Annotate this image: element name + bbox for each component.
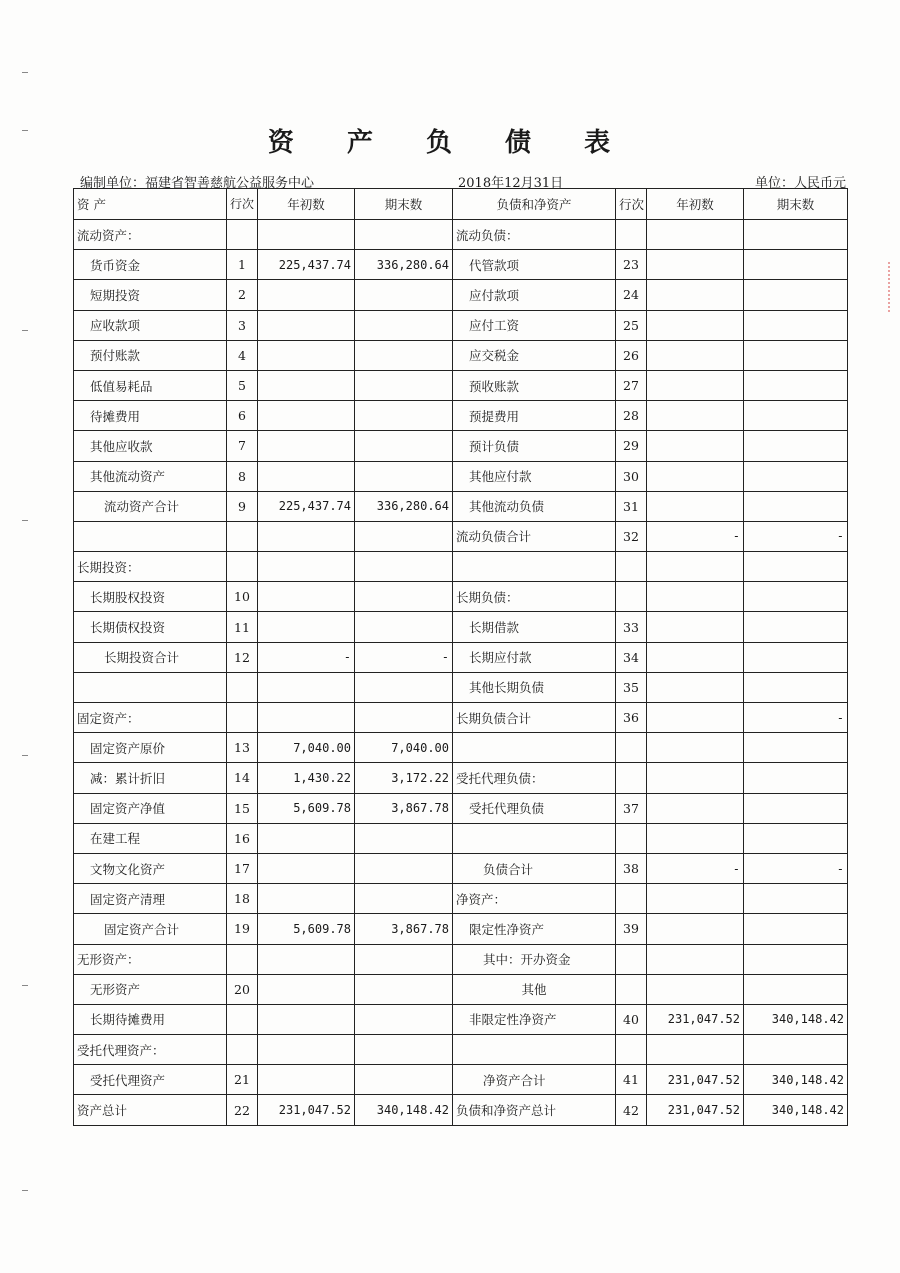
liability-row-no [616,884,647,914]
liability-name: 应付工资 [453,310,616,340]
liability-begin: - [647,521,744,551]
asset-name [74,672,227,702]
table-row [74,401,848,431]
liability-end [744,431,848,461]
asset-name: 其他应收款 [74,431,227,461]
liability-end [744,884,848,914]
liability-row-no: 40 [616,1004,647,1034]
asset-end [355,521,453,551]
asset-row-no [227,944,258,974]
asset-end: 7,040.00 [355,733,453,763]
liability-end [744,1035,848,1065]
asset-end: 340,148.42 [355,1095,453,1125]
asset-begin [258,370,355,400]
asset-begin [258,823,355,853]
liability-row-no: 41 [616,1065,647,1095]
liability-name: 其他长期负债 [453,672,616,702]
liability-end [744,370,848,400]
asset-row-no: 13 [227,733,258,763]
asset-name: 长期投资合计 [74,642,227,672]
asset-begin [258,280,355,310]
asset-end [355,280,453,310]
liability-end: - [744,521,848,551]
liability-end: - [744,853,848,883]
header-begin: 年初数 [258,189,355,220]
asset-name: 长期待摊费用 [74,1004,227,1034]
asset-name: 其他流动资产 [74,461,227,491]
liability-begin [647,974,744,1004]
liability-begin [647,401,744,431]
asset-end: 3,172.22 [355,763,453,793]
asset-begin [258,1004,355,1034]
liability-name: 限定性净资产 [453,914,616,944]
table-row [74,733,848,763]
asset-name: 流动资产合计 [74,491,227,521]
liability-name: 其中：开办资金 [453,944,616,974]
liability-begin: 231,047.52 [647,1065,744,1095]
header-asset: 资 产 [74,189,227,220]
balance-sheet-table [73,188,848,1126]
liability-begin: - [647,853,744,883]
asset-begin [258,1065,355,1095]
table-row [74,612,848,642]
asset-begin: - [258,642,355,672]
report-date: 2018年12月31日 [458,176,564,191]
asset-begin: 7,040.00 [258,733,355,763]
asset-end [355,401,453,431]
liability-begin [647,642,744,672]
table-row [74,703,848,733]
liability-begin [647,823,744,853]
liability-row-no: 31 [616,491,647,521]
liability-row-no: 28 [616,401,647,431]
liability-begin [647,703,744,733]
liability-end [744,914,848,944]
liability-begin [647,914,744,944]
asset-end [355,1004,453,1034]
liability-name: 应交税金 [453,340,616,370]
liability-end [744,823,848,853]
liability-row-no: 23 [616,250,647,280]
asset-begin [258,944,355,974]
asset-row-no: 19 [227,914,258,944]
asset-row-no: 20 [227,974,258,1004]
asset-end [355,370,453,400]
liability-end [744,310,848,340]
liability-name: 应付款项 [453,280,616,310]
liability-end [744,612,848,642]
liability-name: 流动负债合计 [453,521,616,551]
asset-name: 受托代理资产： [74,1035,227,1065]
liability-row-no [616,763,647,793]
asset-begin [258,582,355,612]
margin-mark [22,330,28,331]
liability-row-no: 35 [616,672,647,702]
asset-end [355,582,453,612]
liability-row-no: 33 [616,612,647,642]
asset-begin [258,703,355,733]
asset-row-no [227,703,258,733]
asset-end [355,884,453,914]
asset-end: 336,280.64 [355,491,453,521]
liability-row-no: 24 [616,280,647,310]
asset-row-no: 21 [227,1065,258,1095]
asset-begin [258,340,355,370]
asset-name: 固定资产合计 [74,914,227,944]
liability-begin [647,461,744,491]
margin-mark [22,755,28,756]
asset-end: - [355,642,453,672]
liability-end [744,672,848,702]
liability-row-no [616,974,647,1004]
asset-name: 固定资产清理 [74,884,227,914]
liability-name [453,552,616,582]
page-title: 资 产 负 债 表 [267,128,633,158]
liability-name [453,1035,616,1065]
asset-row-no [227,1035,258,1065]
liability-end: - [744,703,848,733]
asset-end [355,461,453,491]
liability-name: 预收账款 [453,370,616,400]
liability-name [453,733,616,763]
asset-begin [258,672,355,702]
liability-row-no [616,220,647,250]
liability-row-no [616,944,647,974]
liability-name: 受托代理负债： [453,763,616,793]
liability-end [744,974,848,1004]
liability-begin: 231,047.52 [647,1095,744,1125]
asset-end [355,974,453,1004]
liability-begin [647,1035,744,1065]
asset-name: 在建工程 [74,823,227,853]
currency-unit: 单位：人民币元 [754,176,846,191]
liability-begin [647,552,744,582]
asset-row-no: 8 [227,461,258,491]
asset-end: 3,867.78 [355,914,453,944]
asset-name: 固定资产净值 [74,793,227,823]
table-row [74,582,848,612]
liability-begin [647,612,744,642]
asset-name: 固定资产原价 [74,733,227,763]
asset-row-no: 2 [227,280,258,310]
liability-name: 其他应付款 [453,461,616,491]
table-row [74,793,848,823]
table-row [74,763,848,793]
asset-begin [258,884,355,914]
liability-begin [647,582,744,612]
asset-row-no: 18 [227,884,258,914]
liability-row-no [616,1035,647,1065]
asset-begin: 225,437.74 [258,250,355,280]
asset-row-no [227,672,258,702]
liability-end [744,461,848,491]
liability-end [744,552,848,582]
asset-row-no: 22 [227,1095,258,1125]
liability-end [744,401,848,431]
liability-name: 预提费用 [453,401,616,431]
asset-begin [258,1035,355,1065]
liability-row-no: 29 [616,431,647,461]
asset-row-no: 9 [227,491,258,521]
asset-name: 长期股权投资 [74,582,227,612]
liability-end: 340,148.42 [744,1065,848,1095]
liability-begin [647,672,744,702]
margin-mark [22,520,28,521]
table-row [74,1095,848,1125]
table-row [74,1065,848,1095]
liability-begin: 231,047.52 [647,1004,744,1034]
red-stamp-edge [888,262,896,312]
liability-begin [647,884,744,914]
margin-mark [22,72,28,73]
asset-row-no [227,521,258,551]
liability-begin [647,250,744,280]
table-row [74,1004,848,1034]
asset-name: 长期债权投资 [74,612,227,642]
liability-end [744,220,848,250]
liability-end: 340,148.42 [744,1004,848,1034]
asset-end: 336,280.64 [355,250,453,280]
header-end-2: 期末数 [744,189,848,220]
asset-name: 减：累计折旧 [74,763,227,793]
liability-row-no [616,552,647,582]
liability-row-no: 37 [616,793,647,823]
header-liability: 负债和净资产 [453,189,616,220]
table-row [74,853,848,883]
header-end: 期末数 [355,189,453,220]
liability-end [744,250,848,280]
asset-begin [258,431,355,461]
asset-begin [258,552,355,582]
margin-mark [22,1190,28,1191]
liability-name: 受托代理负债 [453,793,616,823]
asset-begin [258,461,355,491]
asset-begin: 231,047.52 [258,1095,355,1125]
liability-name: 净资产合计 [453,1065,616,1095]
asset-end [355,672,453,702]
liability-begin [647,280,744,310]
liability-begin [647,944,744,974]
header-row-no-2: 行次 [616,189,647,220]
liability-begin [647,220,744,250]
liability-name [453,823,616,853]
asset-begin: 5,609.78 [258,914,355,944]
liability-row-no: 27 [616,370,647,400]
table-row [74,461,848,491]
table-row [74,884,848,914]
asset-begin [258,853,355,883]
asset-name: 受托代理资产 [74,1065,227,1095]
asset-name: 短期投资 [74,280,227,310]
table-row [74,642,848,672]
liability-begin [647,370,744,400]
liability-end [744,340,848,370]
org-name: 编制单位：福建省智善慈航公益服务中心 [80,176,315,191]
liability-name: 负债和净资产总计 [453,1095,616,1125]
liability-begin [647,793,744,823]
liability-name: 净资产： [453,884,616,914]
asset-row-no: 5 [227,370,258,400]
liability-begin [647,733,744,763]
asset-begin [258,612,355,642]
liability-row-no [616,733,647,763]
asset-end [355,340,453,370]
asset-begin [258,521,355,551]
asset-row-no: 1 [227,250,258,280]
asset-end [355,823,453,853]
liability-begin [647,763,744,793]
asset-end [355,220,453,250]
asset-name: 待摊费用 [74,401,227,431]
asset-name: 无形资产 [74,974,227,1004]
asset-name: 应收款项 [74,310,227,340]
asset-end [355,703,453,733]
liability-name: 非限定性净资产 [453,1004,616,1034]
liability-begin [647,340,744,370]
asset-end [355,310,453,340]
table-row [74,280,848,310]
table-row [74,672,848,702]
asset-name [74,521,227,551]
asset-begin [258,974,355,1004]
table-row [74,823,848,853]
liability-end [744,733,848,763]
asset-name: 无形资产： [74,944,227,974]
asset-row-no: 17 [227,853,258,883]
asset-name: 流动资产： [74,220,227,250]
liability-begin [647,491,744,521]
liability-begin [647,310,744,340]
liability-name: 长期借款 [453,612,616,642]
table-row [74,944,848,974]
table-row [74,491,848,521]
liability-row-no: 36 [616,703,647,733]
asset-name: 资产总计 [74,1095,227,1125]
liability-name: 负债合计 [453,853,616,883]
header-row-no: 行次 [227,189,258,220]
liability-row-no: 42 [616,1095,647,1125]
table-row [74,340,848,370]
liability-end [744,280,848,310]
asset-name: 预付账款 [74,340,227,370]
liability-row-no: 26 [616,340,647,370]
liability-name: 其他 [453,974,616,1004]
asset-end [355,1065,453,1095]
liability-name: 长期负债合计 [453,703,616,733]
liability-end [744,944,848,974]
table-row [74,310,848,340]
asset-row-no: 11 [227,612,258,642]
asset-row-no: 3 [227,310,258,340]
asset-name: 文物文化资产 [74,853,227,883]
asset-row-no [227,552,258,582]
asset-end [355,612,453,642]
liability-row-no: 30 [616,461,647,491]
liability-end [744,491,848,521]
liability-end [744,642,848,672]
liability-begin [647,431,744,461]
asset-end [355,1035,453,1065]
table-row [74,250,848,280]
table-row [74,914,848,944]
liability-end [744,582,848,612]
table-row [74,521,848,551]
asset-begin [258,310,355,340]
asset-row-no [227,220,258,250]
asset-end [355,853,453,883]
liability-row-no [616,582,647,612]
liability-name: 代管款项 [453,250,616,280]
liability-row-no: 34 [616,642,647,672]
asset-row-no [227,1004,258,1034]
table-row [74,431,848,461]
asset-begin: 5,609.78 [258,793,355,823]
liability-end: 340,148.42 [744,1095,848,1125]
liability-end [744,793,848,823]
liability-name: 长期负债： [453,582,616,612]
asset-name: 固定资产： [74,703,227,733]
asset-begin: 225,437.74 [258,491,355,521]
asset-end [355,944,453,974]
liability-row-no: 25 [616,310,647,340]
asset-row-no: 15 [227,793,258,823]
header-begin-2: 年初数 [647,189,744,220]
table-row [74,220,848,250]
asset-row-no: 7 [227,431,258,461]
asset-row-no: 6 [227,401,258,431]
liability-end [744,763,848,793]
asset-row-no: 10 [227,582,258,612]
asset-name: 长期投资： [74,552,227,582]
asset-row-no: 14 [227,763,258,793]
liability-row-no [616,823,647,853]
liability-name: 流动负债： [453,220,616,250]
liability-name: 其他流动负债 [453,491,616,521]
liability-row-no: 38 [616,853,647,883]
asset-name: 货币资金 [74,250,227,280]
liability-row-no: 32 [616,521,647,551]
table-row [74,1035,848,1065]
asset-row-no: 4 [227,340,258,370]
margin-mark [22,985,28,986]
asset-row-no: 12 [227,642,258,672]
asset-row-no: 16 [227,823,258,853]
table-row [74,370,848,400]
asset-name: 低值易耗品 [74,370,227,400]
table-row [74,552,848,582]
table-header [74,189,848,220]
table-row [74,974,848,1004]
asset-end: 3,867.78 [355,793,453,823]
liability-name: 长期应付款 [453,642,616,672]
asset-end [355,431,453,461]
liability-row-no: 39 [616,914,647,944]
asset-begin [258,401,355,431]
asset-end [355,552,453,582]
liability-name: 预计负债 [453,431,616,461]
asset-begin: 1,430.22 [258,763,355,793]
asset-begin [258,220,355,250]
